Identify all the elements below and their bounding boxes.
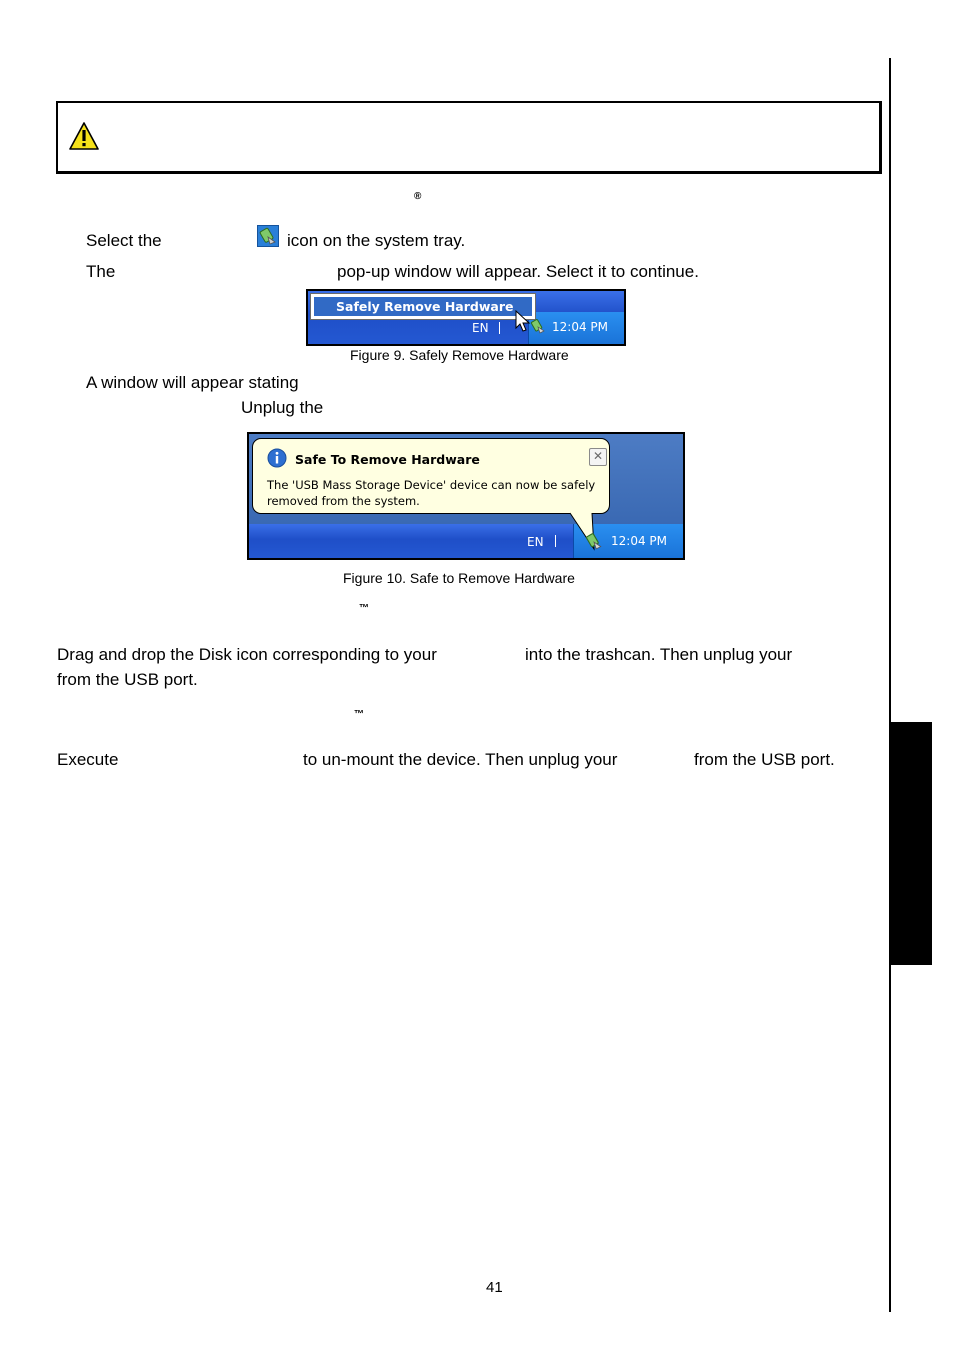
- figure10-screenshot: [247, 432, 685, 560]
- linux-para-part1: Execute: [57, 750, 119, 769]
- linux-trademark: ™: [354, 709, 364, 720]
- page-number: 41: [486, 1279, 503, 1296]
- mac-para-part1: Drag and drop the Disk icon corresponding to your: [57, 645, 437, 664]
- safely-remove-popup[interactable]: [310, 293, 536, 320]
- linux-para-part3: from the USB port.: [694, 750, 835, 769]
- figure10-caption: Figure 10. Safe to Remove Hardware: [343, 570, 575, 586]
- tray-separator: [555, 535, 556, 547]
- step1-prefix: Select the: [86, 231, 162, 250]
- warning-triangle-icon: [68, 121, 100, 151]
- balloon-title: Safe To Remove Hardware: [295, 452, 480, 467]
- figure9-screenshot: [306, 289, 626, 346]
- step2-prefix: The: [86, 262, 116, 281]
- mac-trademark: ™: [359, 603, 369, 614]
- close-icon: ✕: [592, 449, 604, 463]
- balloon-close-button[interactable]: [589, 448, 607, 466]
- step3-line1: A window will appear stating: [86, 373, 299, 392]
- mac-para-part2: into the trashcan. Then unplug your: [525, 645, 793, 664]
- figure9-caption: Figure 9. Safely Remove Hardware: [350, 347, 569, 363]
- info-icon: [267, 448, 287, 468]
- step3-line2: Unplug the: [241, 398, 324, 417]
- linux-para-part2: to un-mount the device. Then unplug your: [303, 750, 618, 769]
- registered-mark: ®: [414, 191, 422, 202]
- language-indicator[interactable]: EN: [527, 535, 544, 549]
- step1-suffix: icon on the system tray.: [287, 231, 466, 250]
- tray-separator: [499, 322, 500, 334]
- warning-box: [56, 101, 882, 174]
- safely-remove-hardware-icon[interactable]: [585, 532, 603, 550]
- tray-clock[interactable]: 12:04 PM: [611, 534, 667, 548]
- safely-remove-menu-item[interactable]: Safely Remove Hardware: [314, 297, 532, 316]
- notification-balloon[interactable]: [252, 438, 610, 514]
- balloon-message: The 'USB Mass Storage Device' device can now be safely removed from the system.: [267, 478, 596, 508]
- mac-para-line2: from the USB port.: [57, 670, 198, 689]
- step2-suffix: pop-up window will appear. Select it to continue.: [337, 262, 699, 281]
- safely-remove-hardware-icon[interactable]: [530, 318, 546, 334]
- safely-remove-hardware-tray-icon: [257, 225, 279, 247]
- mouse-cursor-icon: [515, 310, 531, 332]
- chapter-side-tab: [891, 722, 932, 965]
- right-margin-rule: [889, 58, 891, 1312]
- language-indicator[interactable]: EN: [472, 321, 489, 335]
- tray-clock[interactable]: 12:04 PM: [552, 320, 608, 334]
